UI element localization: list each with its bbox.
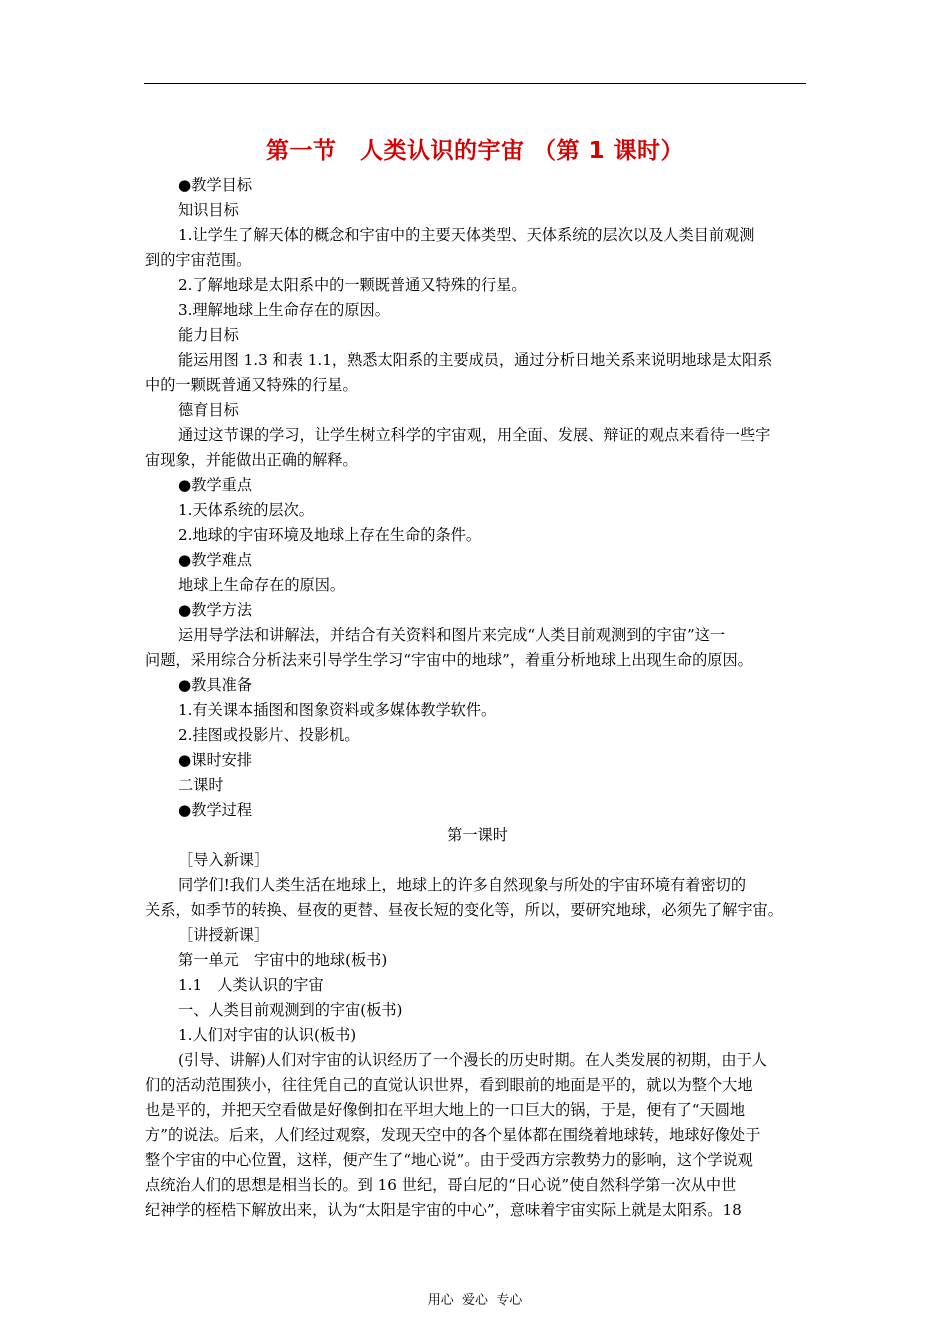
text-line: 同学们!我们人类生活在地球上，地球上的许多自然现象与所处的宇宙环境有着密切的 <box>178 876 747 894</box>
text-line: ●教学方法 <box>178 601 253 619</box>
section-heading: 第一课时 <box>447 826 508 844</box>
text-line: ●教具准备 <box>178 676 253 694</box>
text-line: 德育目标 <box>178 401 239 419</box>
header-rule <box>144 83 806 84</box>
text-line: ［讲授新课］ <box>178 926 270 944</box>
text-line: 地球上生命存在的原因。 <box>178 576 346 594</box>
text-line: 纪神学的桎梏下解放出来，认为“太阳是宇宙的中心”，意味着宇宙实际上就是太阳系。18 <box>145 1201 742 1219</box>
text-line: 1.让学生了解天体的概念和宇宙中的主要天体类型、天体系统的层次以及人类目前观测 <box>178 226 755 244</box>
text-line: ［导入新课］ <box>178 851 270 869</box>
text-line: 2.挂图或投影片、投影机。 <box>178 726 360 744</box>
text-line: 方”的说法。后来，人们经过观察，发现天空中的各个星体都在围绕着地球转，地球好像处于 <box>145 1126 761 1144</box>
text-line: 也是平的，并把天空看做是好像倒扣在平坦大地上的一口巨大的锅，于是，便有了“天圆地 <box>145 1101 746 1119</box>
text-line: ●教学难点 <box>178 551 253 569</box>
text-line: 1.人们对宇宙的认识(板书) <box>178 1026 357 1044</box>
text-line: (引导、讲解)人们对宇宙的认识经历了一个漫长的历史时期。在人类发展的初期，由于人 <box>178 1051 767 1069</box>
text-line: ●教学过程 <box>178 801 253 819</box>
text-line: 2.了解地球是太阳系中的一颗既普通又特殊的行星。 <box>178 276 527 294</box>
text-line: 点统治人们的思想是相当长的。到 16 世纪，哥白尼的“日心说”使自然科学第一次从中世 <box>145 1176 737 1194</box>
text-line: ●教学重点 <box>178 476 253 494</box>
text-line: 一、人类目前观测到的宇宙(板书) <box>178 1001 403 1019</box>
text-line: 们的活动范围狭小，往往凭自己的直觉认识世界，看到眼前的地面是平的，就以为整个大地 <box>145 1076 753 1094</box>
text-line: 2.地球的宇宙环境及地球上存在生命的条件。 <box>178 526 482 544</box>
page-footer: 用心 爱心 专心 <box>427 1293 523 1308</box>
text-line: 关系，如季节的转换、昼夜的更替、昼夜长短的变化等，所以，要研究地球，必须先了解宇宙。 <box>145 901 783 919</box>
text-line: 能力目标 <box>178 326 239 344</box>
text-line: 1.天体系统的层次。 <box>178 501 314 519</box>
text-line: 整个宇宙的中心位置，这样，便产生了“地心说”。由于受西方宗教势力的影响，这个学说观 <box>145 1151 753 1169</box>
text-line: 到的宇宙范围。 <box>145 251 252 269</box>
page-title: 第一节 人类认识的宇宙 （第 1 课时） <box>265 138 685 164</box>
text-line: 3.理解地球上生命存在的原因。 <box>178 301 390 319</box>
text-line: 通过这节课的学习，让学生树立科学的宇宙观，用全面、发展、辩证的观点来看待一些宇 <box>178 426 771 444</box>
text-line: 能运用图 1.3 和表 1.1，熟悉太阳系的主要成员，通过分析日地关系来说明地球是太阳系 <box>178 351 773 369</box>
document-body <box>145 173 810 1223</box>
text-line: ●课时安排 <box>178 751 253 769</box>
text-line: 第一单元 宇宙中的地球(板书) <box>178 951 388 969</box>
text-line: 宙现象，并能做出正确的解释。 <box>145 451 358 469</box>
text-line: 运用导学法和讲解法，并结合有关资料和图片来完成“人类目前观测到的宇宙”这一 <box>178 626 726 644</box>
text-line: 知识目标 <box>178 201 239 219</box>
text-line: ●教学目标 <box>178 176 253 194</box>
text-line: 中的一颗既普通又特殊的行星。 <box>145 376 358 394</box>
text-line: 1.1 人类认识的宇宙 <box>178 976 324 994</box>
text-line: 二课时 <box>178 776 224 794</box>
text-line: 1.有关课本插图和图象资料或多媒体教学软件。 <box>178 701 497 719</box>
text-line: 问题，采用综合分析法来引导学生学习“宇宙中的地球”，着重分析地球上出现生命的原因。 <box>145 651 753 669</box>
